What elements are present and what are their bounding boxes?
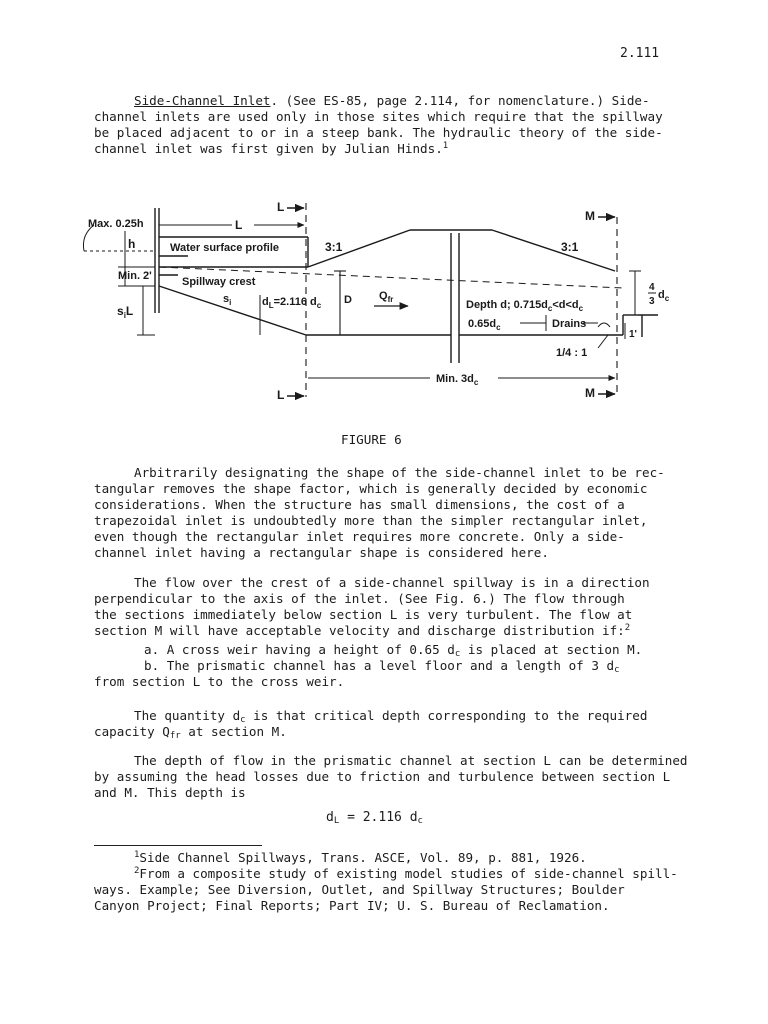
footnote-ref-1: 1 xyxy=(442,141,449,151)
max-h-label: Max. 0.25h xyxy=(88,218,144,230)
frac-numerator: 4 xyxy=(649,282,655,293)
water-surface-label: Water surface profile xyxy=(170,242,280,254)
drains-label: Drains xyxy=(552,318,587,330)
equation-dl: $d_L = 2.116$ $d_c$ xyxy=(326,810,423,826)
q-label: $Q_{fr}$ xyxy=(379,290,394,304)
weir-height-label: $0.65d_c$ xyxy=(468,318,501,332)
footnote-ref-2: 2 xyxy=(624,623,631,633)
dl-label: $d_L=2.116$ $d_c$ xyxy=(262,296,322,310)
paragraph-depth-of-flow: The depth of flow in the prismatic channel at section L can be determined by assuming the head losses due to friction and turbulence between section L and M. This depth is xyxy=(94,753,688,800)
h-label: h xyxy=(128,237,136,251)
footnotes: $^1$Side Channel Spillways, Trans. ASCE, Vol. 89, p. 881, 1926. $^2$From a composite study of existing model studies of side-channel spill- ways. Example; See Diversion, Outlet, and Spillway Structures; Boulder Canyon Project; Final Reports; Part IV; U. S. Bureau of Reclamation. xyxy=(94,850,686,914)
frac-dc: $d_c$ xyxy=(658,289,670,303)
intro-paragraph: Side-Channel Inlet. (See ES-85, page 2.114, for nomenclature.) Side- channel inlets are used only in those sites which require that the spillway be placed adjacent to or in a steep bank. The hydraulic theory of the side- channel inlet was first given by Julian Hinds.$^1$ xyxy=(94,93,663,156)
paragraph-critical-depth: The quantity $d_c$ is that critical depth corresponding to the required capacity $Q_{fr}$ at section M. xyxy=(94,708,648,741)
quarter-slope-label: 1/4 : 1 xyxy=(556,347,588,359)
min-3dc-label: Min. $3d_c$ xyxy=(436,373,479,387)
min-2-label: Min. 2' xyxy=(118,270,152,282)
paragraph-shape: Arbitrarily designating the shape of the side-channel inlet to be rec- tangular removes the shape factor, which is generally decided by economic considerations. When the structure has small dimensions, the cost of a trapezoidal inlet is undoubtedly more than the simpler rectangular inlet, even though the rectangular inlet requires more concrete. Only a side- channel inlet having a rectangular shape is considered here. xyxy=(94,465,665,560)
condition-a: a. A cross weir having a height of 0.65 $d_c$ is placed at section M. xyxy=(144,642,643,659)
section-m-bottom-label: M xyxy=(585,386,595,400)
sil-label: $s_iL$ xyxy=(117,304,134,320)
paragraph-flow: The flow over the crest of a side-channel spillway is in a direction perpendicular to the axis of the inlet. (See Fig. 6.) The flow through the sections immediately below section L is very turbulent. The flow at section M will have acceptable velocity and discharge distribution if:$^2$ xyxy=(94,575,650,638)
section-l-top-label: L xyxy=(277,200,285,214)
footnote-1: $^1$Side Channel Spillways, Trans. ASCE, Vol. 89, p. 881, 1926. xyxy=(134,850,587,865)
si-label: $s_i$ xyxy=(223,293,232,307)
d-label: D xyxy=(344,294,352,306)
condition-b: b. The prismatic channel has a level floor and a length of 3 $d_c$ xyxy=(144,658,620,675)
figure-6-diagram xyxy=(58,195,688,415)
footnote-2: $^2$From a composite study of existing model studies of side-channel spill- xyxy=(134,866,678,881)
depth-label: Depth d; $0.715d_c<d<d_c$ xyxy=(466,299,584,313)
page-number: 2.111 xyxy=(620,46,660,61)
figure-caption: FIGURE 6 xyxy=(341,432,402,447)
frac-denominator: 3 xyxy=(649,296,655,307)
section-l-bottom-label: L xyxy=(277,388,285,402)
length-l-label: L xyxy=(235,218,243,232)
conditions-list: a. A cross weir having a height of 0.65 $d_c$ is placed at section M. b. The prismatic channel has a level floor and a length of 3 $d_c$ from section L to the cross weir. xyxy=(94,642,686,690)
section-heading: Side-Channel Inlet xyxy=(134,93,271,108)
footnote-divider xyxy=(94,845,262,846)
section-m-top-label: M xyxy=(585,209,595,223)
spillway-crest-label: Spillway crest xyxy=(182,276,256,288)
one-foot-label: 1' xyxy=(629,329,637,340)
slope-right-label: 3:1 xyxy=(561,240,579,254)
slope-left-label: 3:1 xyxy=(325,240,343,254)
